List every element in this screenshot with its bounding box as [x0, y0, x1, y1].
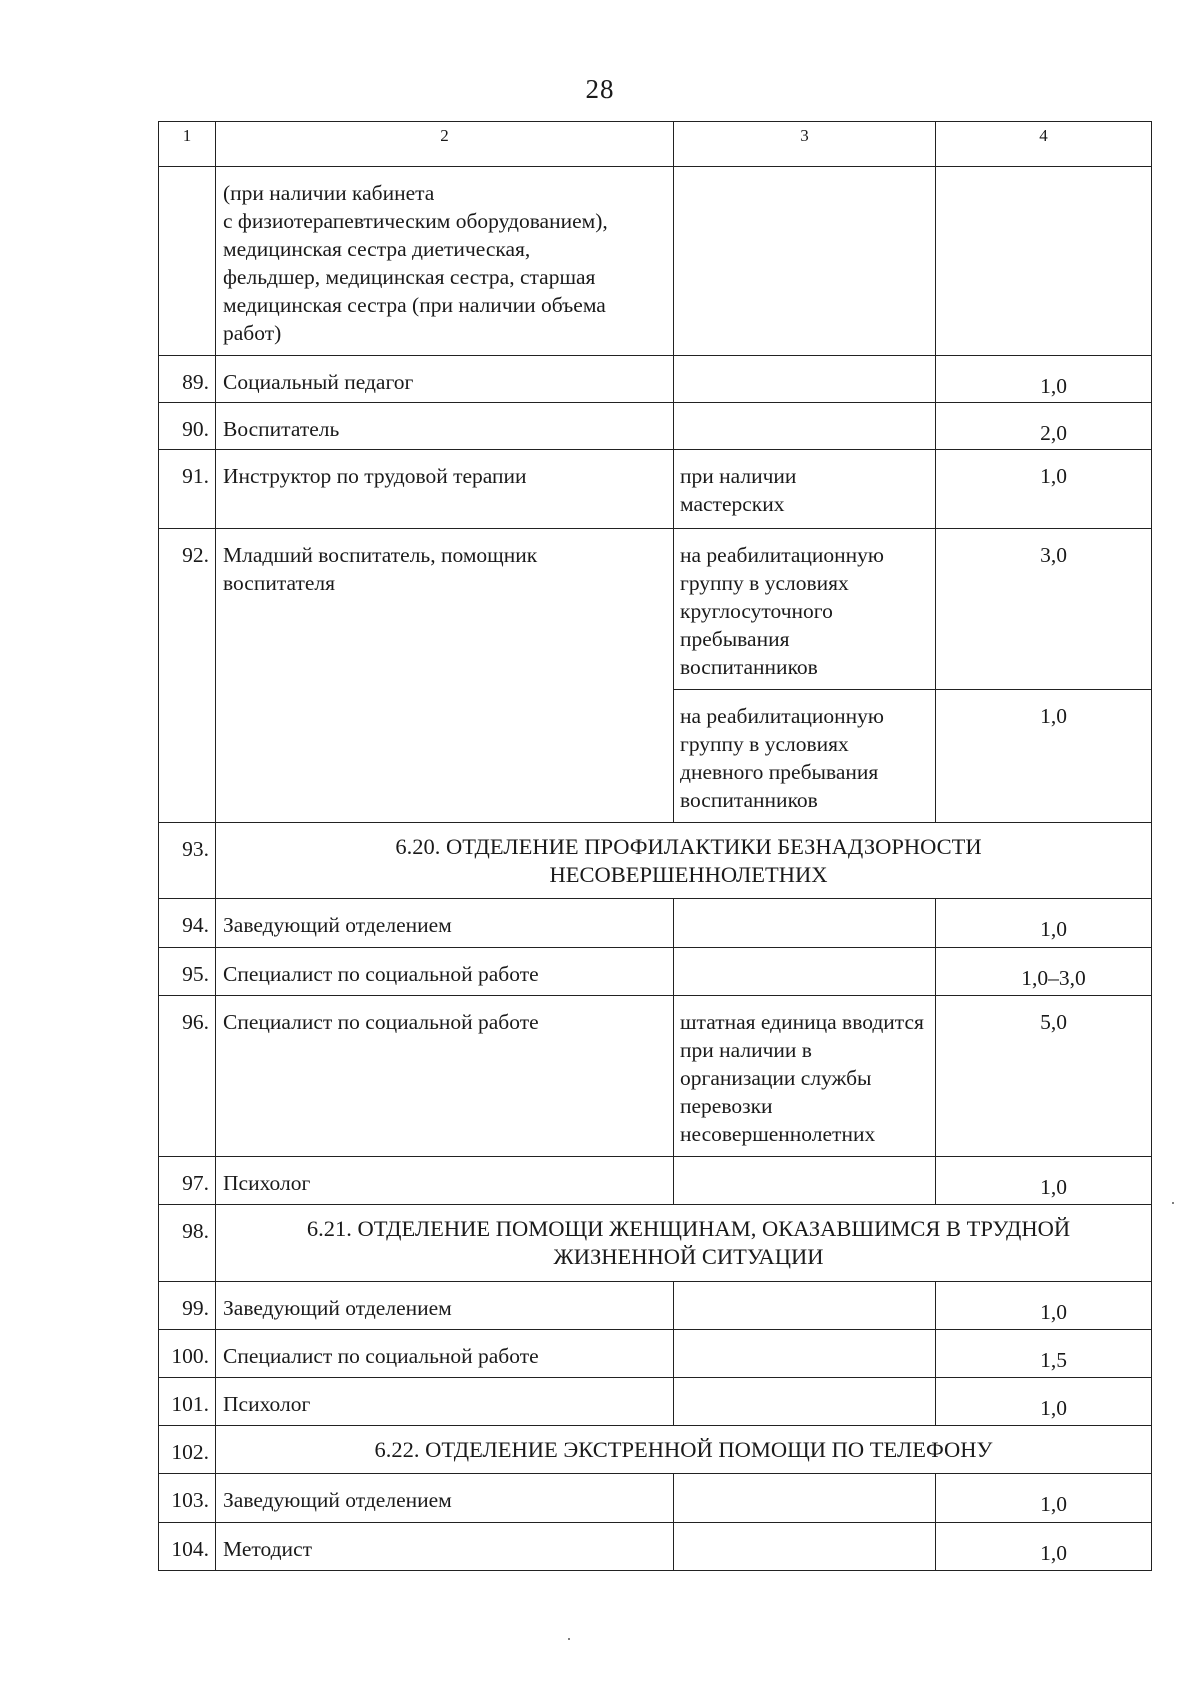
row-number: 91. — [159, 450, 216, 529]
row-number: 104. — [159, 1523, 216, 1571]
table-row — [159, 1378, 1152, 1426]
position-name: Психолог — [216, 1157, 674, 1205]
column-number: 1 — [159, 122, 216, 167]
table-row — [159, 167, 1152, 356]
table-row — [159, 948, 1152, 996]
row-number: 95. — [159, 948, 216, 996]
condition: на реабилитационную группу в условиях круглосуточного пребывания воспитанников — [674, 529, 936, 690]
staff-units: 1,0 — [936, 899, 1152, 948]
row-number: 89. — [159, 356, 216, 403]
condition — [674, 948, 936, 996]
continuation-line: работ) — [223, 321, 282, 345]
column-number-row — [159, 122, 1152, 167]
table-row — [159, 996, 1152, 1157]
continuation-line: с физиотерапевтическим оборудованием), — [223, 209, 608, 233]
condition: на реабилитационную группу в условиях дневного пребывания воспитанников — [674, 690, 936, 823]
row-number: 90. — [159, 403, 216, 450]
condition — [674, 356, 936, 403]
staffing-table — [158, 121, 1152, 1571]
position-name: Воспитатель — [216, 403, 674, 450]
column-number: 2 — [216, 122, 674, 167]
staff-units: 1,0 — [936, 690, 1152, 823]
continuation-cell — [216, 167, 674, 356]
scan-speck — [568, 1638, 570, 1640]
row-number: 97. — [159, 1157, 216, 1205]
position-name: Специалист по социальной работе — [216, 948, 674, 996]
position-name: Младший воспитатель, помощник воспитателя — [216, 529, 674, 823]
row-number: 96. — [159, 996, 216, 1157]
continuation-line: фельдшер, медицинская сестра, старшая — [223, 265, 596, 289]
table-row — [159, 1474, 1152, 1523]
position-name: Инструктор по трудовой терапии — [216, 450, 674, 529]
section-row — [159, 1426, 1152, 1474]
position-name: Заведующий отделением — [216, 899, 674, 948]
condition — [674, 1474, 936, 1523]
position-name: Заведующий отделением — [216, 1282, 674, 1330]
position-name: Методист — [216, 1523, 674, 1571]
row-number: 92. — [159, 529, 216, 823]
condition — [674, 1157, 936, 1205]
row-number: 103. — [159, 1474, 216, 1523]
staff-units: 1,0 — [936, 1378, 1152, 1426]
staff-units: 1,5 — [936, 1330, 1152, 1378]
condition — [674, 1378, 936, 1426]
table-row — [159, 450, 1152, 529]
staff-units: 1,0 — [936, 1282, 1152, 1330]
condition: штатная единица вводится при наличии в организации службы перевозки несовершеннолетних — [674, 996, 936, 1157]
continuation-line: (при наличии кабинета — [223, 181, 435, 205]
row-number: 100. — [159, 1330, 216, 1378]
table-row — [159, 899, 1152, 948]
row-number: 93. — [159, 823, 216, 899]
section-heading: 6.21. ОТДЕЛЕНИЕ ПОМОЩИ ЖЕНЩИНАМ, ОКАЗАВШИМСЯ В ТРУДНОЙ ЖИЗНЕННОЙ СИТУАЦИИ — [216, 1205, 1152, 1282]
staff-units: 1,0 — [936, 1157, 1152, 1205]
section-row — [159, 823, 1152, 899]
row-number: 99. — [159, 1282, 216, 1330]
position-name: Специалист по социальной работе — [216, 996, 674, 1157]
staff-units: 1,0 — [936, 1474, 1152, 1523]
staff-units: 1,0 — [936, 356, 1152, 403]
row-number: 101. — [159, 1378, 216, 1426]
table-row — [159, 529, 1152, 690]
condition: при наличии мастерских — [674, 450, 936, 529]
staff-units: 1,0–3,0 — [936, 948, 1152, 996]
table-row — [159, 356, 1152, 403]
staff-units: 5,0 — [936, 996, 1152, 1157]
position-name: Специалист по социальной работе — [216, 1330, 674, 1378]
position-name: Социальный педагог — [216, 356, 674, 403]
table-row — [159, 1523, 1152, 1571]
column-number: 3 — [674, 122, 936, 167]
staff-units: 3,0 — [936, 529, 1152, 690]
position-name: Психолог — [216, 1378, 674, 1426]
condition — [674, 1282, 936, 1330]
condition — [674, 899, 936, 948]
section-heading: 6.20. ОТДЕЛЕНИЕ ПРОФИЛАКТИКИ БЕЗНАДЗОРНОСТИ НЕСОВЕРШЕННОЛЕТНИХ — [216, 823, 1152, 899]
scan-speck — [1172, 1202, 1174, 1204]
table-row — [159, 1330, 1152, 1378]
section-row — [159, 1205, 1152, 1282]
row-number: 102. — [159, 1426, 216, 1474]
section-heading: 6.22. ОТДЕЛЕНИЕ ЭКСТРЕННОЙ ПОМОЩИ ПО ТЕЛЕФОНУ — [216, 1426, 1152, 1474]
condition — [674, 403, 936, 450]
table-row — [159, 403, 1152, 450]
row-number: 98. — [159, 1205, 216, 1282]
table-row — [159, 1157, 1152, 1205]
table-row — [159, 1282, 1152, 1330]
condition — [674, 1523, 936, 1571]
position-name: Заведующий отделением — [216, 1474, 674, 1523]
row-number: 94. — [159, 899, 216, 948]
condition — [674, 1330, 936, 1378]
staff-units: 2,0 — [936, 403, 1152, 450]
staff-units: 1,0 — [936, 1523, 1152, 1571]
column-number: 4 — [936, 122, 1152, 167]
continuation-line: медицинская сестра (при наличии объема — [223, 293, 606, 317]
page-number: 28 — [585, 74, 615, 104]
staff-units: 1,0 — [936, 450, 1152, 529]
continuation-line: медицинская сестра диетическая, — [223, 237, 531, 261]
